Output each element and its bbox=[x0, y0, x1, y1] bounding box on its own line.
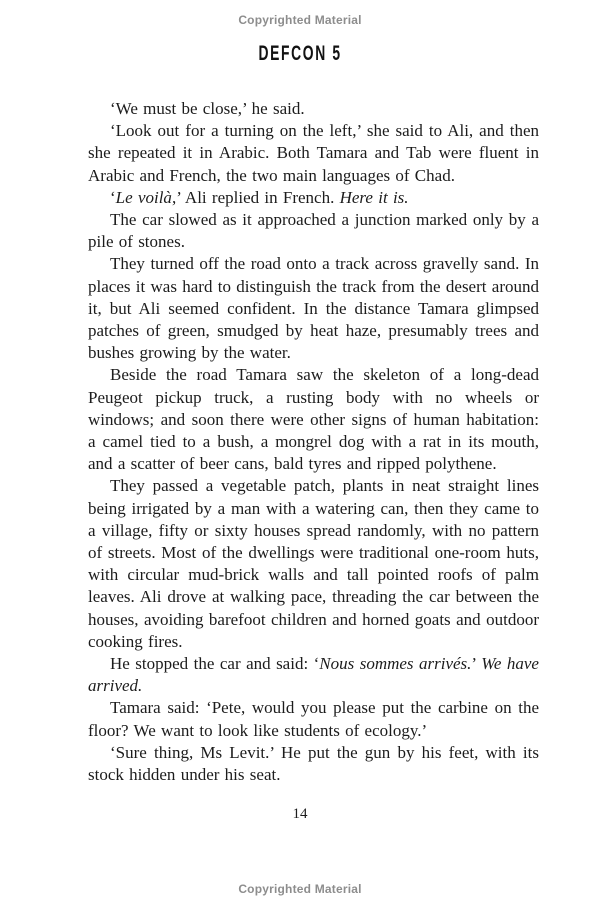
body-text bbox=[88, 98, 539, 786]
paragraph: They passed a vegetable patch, plants in neat straight lines being irrigated by a man with a watering can, then they came to a village, fifty or sixty houses spread randomly, with no pattern of streets. Most of the dwellings were traditional one-room huts, with circular mud-brick walls and tall pointed roofs of palm leaves. Ali drove at walking pace, threading the car between the houses, avoiding barefoot children and horned goats and outdoor cooking fires. bbox=[88, 476, 539, 651]
copyright-notice-top: Copyrighted Material bbox=[238, 13, 362, 27]
chapter-title: DEFCON 5 bbox=[258, 42, 342, 65]
paragraph: He stopped the car and said: ‘Nous sommes arrivés.’ We have arrived. bbox=[88, 654, 539, 696]
paragraph: ‘We must be close,’ he said. bbox=[110, 99, 305, 118]
copyright-notice-bottom: Copyrighted Material bbox=[238, 882, 362, 896]
page-number: 14 bbox=[292, 806, 308, 822]
paragraph: The car slowed as it approached a junction marked only by a pile of stones. bbox=[88, 210, 539, 252]
paragraph: ‘Sure thing, Ms Levit.’ He put the gun by his feet, with its stock hidden under his seat. bbox=[88, 742, 539, 785]
running-head bbox=[0, 42, 600, 66]
paragraph: Tamara said: ‘Pete, would you please put the carbine on the floor? We want to look like students of ecology.’ bbox=[88, 698, 539, 740]
paragraph: ‘Le voilà,’ Ali replied in French. Here it is. bbox=[110, 187, 409, 207]
paragraph: Beside the road Tamara saw the skeleton of a long-dead Peugeot pickup truck, a rusting body with no wheels or windows; and soon there were other signs of human habitation: a camel tied to a bush, a mongrel dog with a rat in its mouth, and a scatter of beer cans, bald tyres and ripped polythene. bbox=[88, 365, 539, 474]
paragraph: They turned off the road onto a track across gravelly sand. In places it was hard to distinguish the track from the desert around it, but Ali seemed confident. In the distance Tamara glimpsed patches of green, smudged by heat haze, presumably trees and bushes growing by the water. bbox=[88, 254, 539, 363]
paragraph: ‘Look out for a turning on the left,’ she said to Ali, and then she repeated it in Arabic. Both Tamara and Tab were fluent in Arabic and French, the two main languages of Chad. bbox=[88, 121, 539, 185]
